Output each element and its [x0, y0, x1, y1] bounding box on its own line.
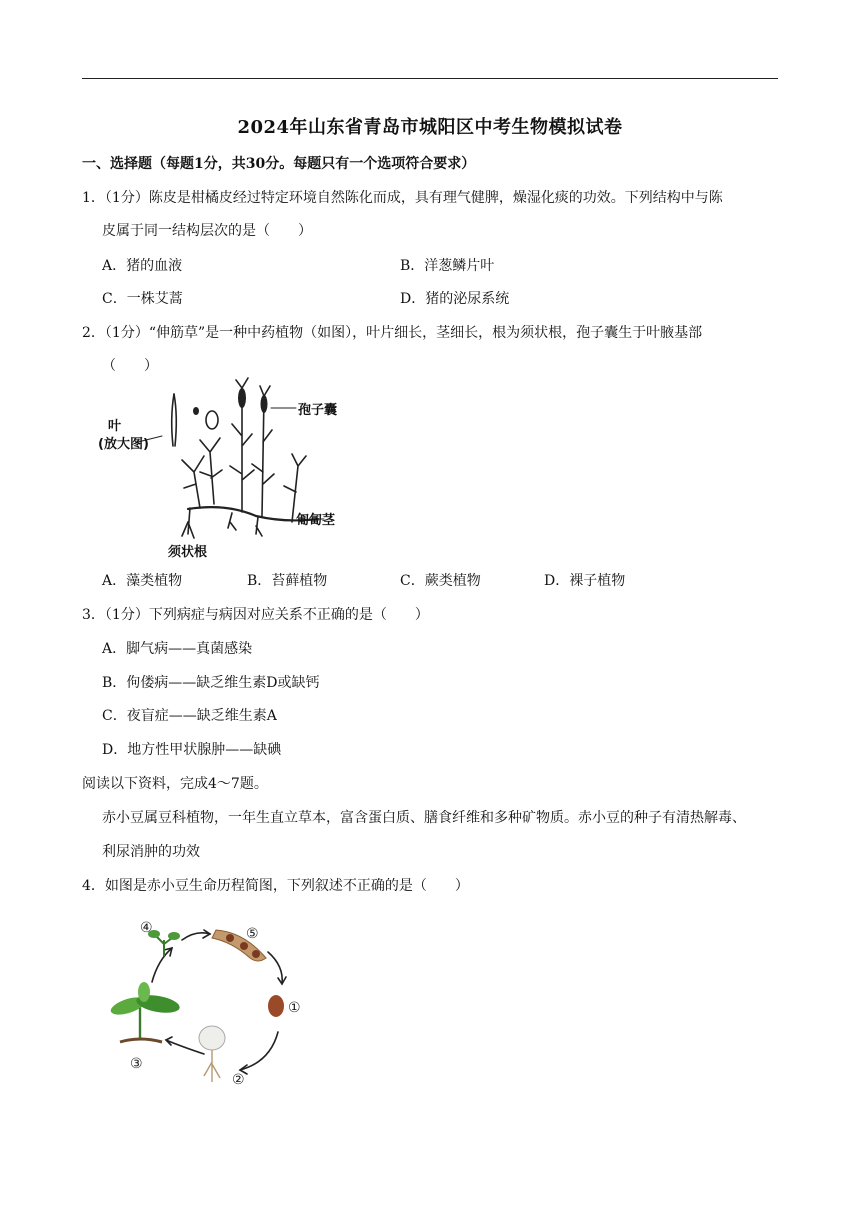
- q2-stem-line2: （ ）: [102, 358, 158, 374]
- q3-option-c[interactable]: C．夜盲症——缺乏维生素A: [102, 708, 277, 724]
- arrow-3-to-4: [152, 948, 172, 982]
- q3-option-a[interactable]: A．脚气病——真菌感染: [102, 641, 253, 657]
- label-stage-1: ①: [288, 1000, 301, 1016]
- q2-option-b[interactable]: B．苔藓植物: [247, 573, 328, 589]
- label-sporangium: 孢子囊: [298, 403, 338, 418]
- reading-paragraph-line2: 利尿消肿的功效: [102, 844, 200, 860]
- q3-option-d[interactable]: D．地方性甲状腺肿——缺碘: [102, 742, 282, 758]
- header-rule: [82, 78, 778, 79]
- plant-stage-icon: [109, 982, 181, 1042]
- label-stolon: 匍匐茎: [296, 513, 336, 528]
- q1-option-b[interactable]: B．洋葱鳞片叶: [400, 258, 495, 274]
- q1-stem-line1: 1．（1分）陈皮是柑橘皮经过特定环境自然陈化而成，具有理气健脾，燥湿化痰的功效。下列结构中与陈: [82, 190, 723, 206]
- arrow-1-to-2: [240, 1032, 278, 1070]
- q1-stem-line2: 皮属于同一结构层次的是（ ）: [102, 223, 312, 239]
- q3-stem: 3．（1分）下列病症与病因对应关系不正确的是（ ）: [82, 607, 429, 623]
- adzuki-bean-lifecycle-figure: [100, 912, 320, 1096]
- club-moss-figure: [96, 376, 356, 562]
- q2-option-c[interactable]: C．蕨类植物: [400, 573, 481, 589]
- q4-stem: 4．如图是赤小豆生命历程简图，下列叙述不正确的是（ ）: [82, 878, 469, 894]
- arrow-2-to-3: [166, 1040, 204, 1054]
- label-stage-4: ④: [140, 920, 153, 936]
- q2-stem-line1: 2．（1分）“伸筋草”是一种中药植物（如图），叶片细长，茎细长，根为须状根，孢子囊生于叶腋基部: [82, 325, 703, 341]
- q2-option-a[interactable]: A．藻类植物: [102, 573, 183, 589]
- label-stage-3: ③: [130, 1056, 143, 1072]
- section-heading: 一、选择题（每题1分，共30分。每题只有一个选项符合要求）: [82, 156, 476, 172]
- q3-option-b[interactable]: B．佝偻病——缺乏维生素D或缺钙: [102, 675, 320, 691]
- q1-option-d[interactable]: D．猪的泌尿系统: [400, 291, 510, 307]
- label-roots: 须状根: [168, 545, 208, 560]
- label-leaf-enlarged: (放大图): [98, 437, 149, 452]
- q2-option-d[interactable]: D．裸子植物: [544, 573, 626, 589]
- q1-option-c[interactable]: C．一株艾蒿: [102, 291, 183, 307]
- label-stage-5: ⑤: [246, 926, 259, 942]
- label-stage-2: ②: [232, 1072, 245, 1088]
- q1-option-a[interactable]: A．猪的血液: [102, 258, 183, 274]
- page-title: 2024年山东省青岛市城阳区中考生物模拟试卷: [237, 117, 623, 138]
- seedling-stage-icon: [148, 930, 180, 956]
- reading-intro: 阅读以下资料，完成4～7题。: [82, 776, 268, 792]
- arrow-5-to-1: [268, 952, 282, 984]
- reading-paragraph-line1: 赤小豆属豆科植物，一年生直立草本，富含蛋白质、膳食纤维和多种矿物质。赤小豆的种子有清热解毒、: [102, 810, 746, 826]
- enlarged-leaf-icon: [172, 394, 174, 446]
- label-leaf: 叶: [108, 419, 122, 434]
- seed-icon: [268, 995, 284, 1017]
